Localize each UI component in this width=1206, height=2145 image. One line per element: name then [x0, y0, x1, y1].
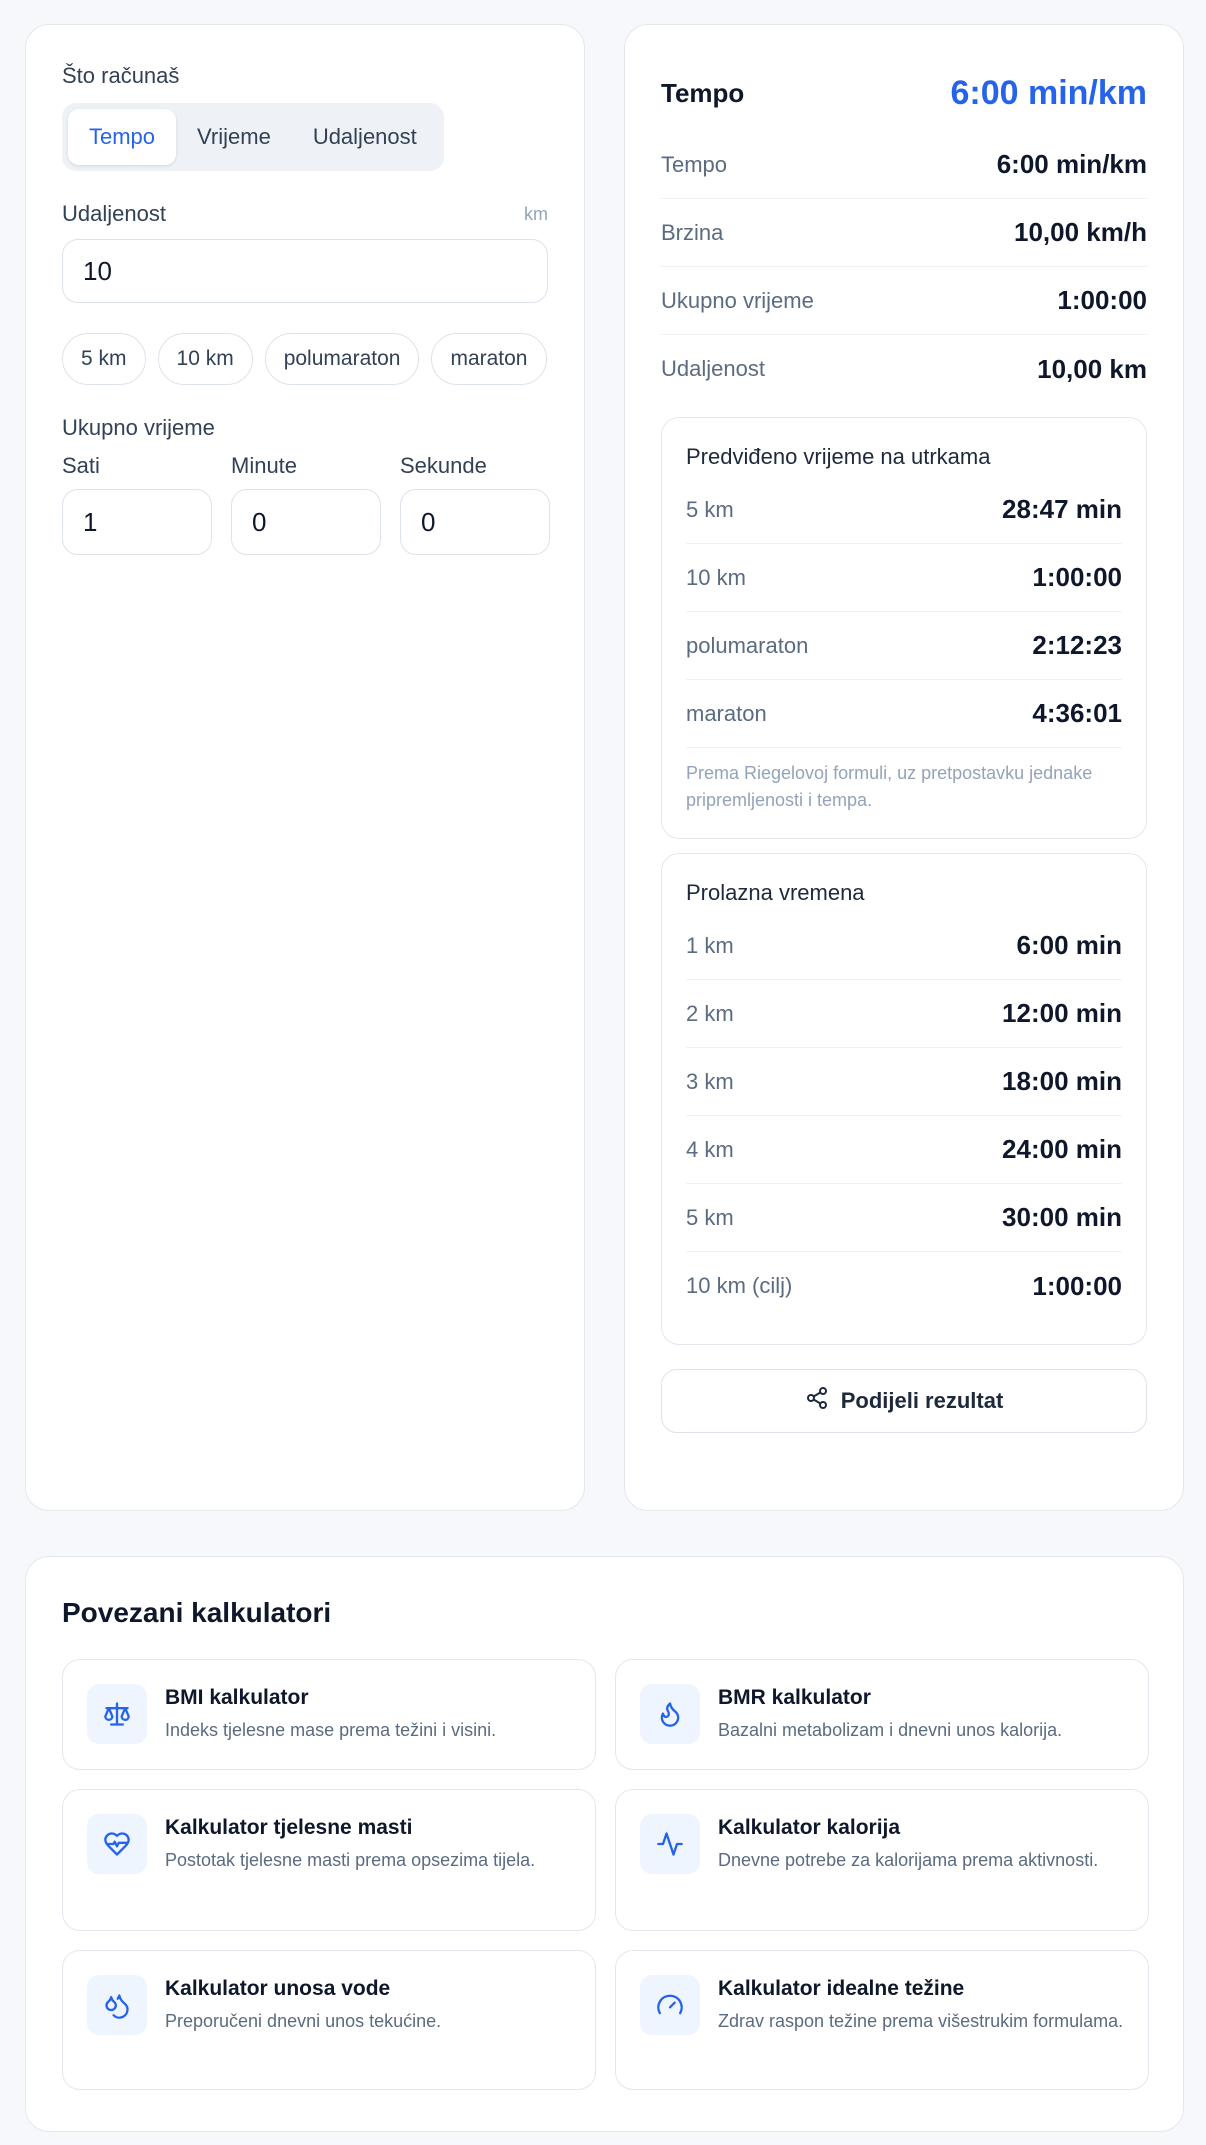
hours-group: [62, 453, 212, 555]
split-value: 6:00 min: [1016, 930, 1122, 960]
stat-label: Brzina: [661, 219, 724, 245]
split-label: 5 km: [686, 1204, 734, 1230]
seconds-group: [400, 453, 550, 555]
heart-pulse-icon: [87, 1814, 147, 1874]
split-row: [686, 1252, 1122, 1320]
prediction-label: 5 km: [686, 496, 734, 522]
tab-vrijeme[interactable]: Vrijeme: [197, 124, 271, 149]
related-desc: Indeks tjelesne mase prema težini i visini.: [165, 1720, 497, 1740]
related-card-water[interactable]: [62, 1950, 596, 2090]
predictions-title: Predviđeno vrijeme na utrkama: [686, 444, 991, 469]
input-panel: [25, 24, 585, 1511]
result-header: [661, 67, 1147, 119]
hours-label: Sati: [62, 453, 100, 478]
related-desc: Zdrav raspon težine prema višestrukim formulama.: [718, 2011, 1124, 2031]
related-desc: Bazalni metabolizam i dnevni unos kalorija.: [718, 1720, 1063, 1740]
share-label: Podijeli rezultat: [840, 1388, 1004, 1413]
stat-row: [661, 335, 1147, 403]
related-card-ideal-weight[interactable]: [615, 1950, 1149, 2090]
preset-half-marathon-chip[interactable]: polumaraton: [265, 333, 420, 385]
related-grid: [62, 1659, 1147, 2090]
related-card-text: [718, 1684, 1062, 1745]
split-value: 24:00 min: [1002, 1134, 1122, 1164]
distance-presets: [62, 333, 572, 385]
race-predictions-card: [661, 417, 1147, 839]
calc-mode-label: Što računaš: [62, 63, 180, 88]
total-time-label: Ukupno vrijeme: [62, 415, 215, 440]
related-calculators: [25, 1556, 1184, 2132]
distance-input[interactable]: [62, 239, 548, 303]
related-desc: Postotak tjelesne masti prema opsezima tijela.: [165, 1850, 536, 1870]
related-card-body-fat[interactable]: [62, 1789, 596, 1931]
split-row: [686, 912, 1122, 980]
related-card-text: [165, 1684, 496, 1745]
stat-value: 10,00 km: [1037, 353, 1147, 384]
related-name: BMI kalkulator: [165, 1686, 309, 1709]
share-icon: [805, 1386, 829, 1416]
split-label: 3 km: [686, 1068, 734, 1094]
predictions-note: Prema Riegelovoj formuli, uz pretpostavku jednake pripremljenosti i tempa.: [686, 763, 1093, 810]
seconds-input[interactable]: [400, 489, 550, 555]
split-row: [686, 1116, 1122, 1184]
related-name: BMR kalkulator: [718, 1686, 871, 1709]
splits-title: Prolazna vremena: [686, 880, 865, 905]
result-panel: [624, 24, 1184, 1511]
stat-row: [661, 267, 1147, 335]
prediction-label: polumaraton: [686, 632, 809, 658]
distance-label-row: [62, 201, 548, 227]
preset-10km-chip[interactable]: 10 km: [158, 333, 253, 385]
stat-value: 1:00:00: [1057, 285, 1147, 315]
preset-marathon-chip[interactable]: maraton: [431, 333, 546, 385]
result-stats: [661, 131, 1147, 403]
scale-icon: [87, 1684, 147, 1744]
prediction-value: 28:47 min: [1002, 494, 1122, 524]
prediction-label: 10 km: [686, 564, 746, 590]
split-label: 4 km: [686, 1136, 734, 1162]
prediction-row: [686, 612, 1122, 680]
related-name: Kalkulator unosa vode: [165, 1977, 391, 2000]
time-inputs: [62, 453, 548, 555]
prediction-label: maraton: [686, 700, 767, 726]
stat-row: [661, 131, 1147, 199]
stat-label: Udaljenost: [661, 356, 765, 381]
split-row: [686, 980, 1122, 1048]
split-value: 12:00 min: [1002, 998, 1122, 1028]
related-card-bmi[interactable]: [62, 1659, 596, 1770]
related-card-bmr[interactable]: [615, 1659, 1149, 1770]
prediction-value: 1:00:00: [1032, 562, 1122, 592]
split-label: 10 km (cilj): [686, 1273, 793, 1298]
related-title: Povezani kalkulatori: [62, 1597, 332, 1628]
share-result-button[interactable]: [661, 1369, 1147, 1433]
related-card-calories[interactable]: [615, 1789, 1149, 1931]
minutes-input[interactable]: [231, 489, 381, 555]
tab-tempo[interactable]: Tempo: [68, 109, 176, 165]
related-name: Kalkulator kalorija: [718, 1816, 901, 1839]
prediction-row: [686, 544, 1122, 612]
preset-5km-chip[interactable]: 5 km: [62, 333, 146, 385]
related-card-text: [718, 1975, 1123, 2065]
prediction-value: 2:12:23: [1032, 630, 1122, 660]
flame-icon: [640, 1684, 700, 1744]
result-value: 6:00 min/km: [950, 73, 1147, 112]
minutes-label: Minute: [231, 453, 298, 478]
split-value: 30:00 min: [1002, 1202, 1122, 1232]
stat-value: 10,00 km/h: [1014, 217, 1147, 247]
prediction-row: [686, 680, 1122, 748]
stat-row: [661, 199, 1147, 267]
hours-input[interactable]: [62, 489, 212, 555]
prediction-value: 4:36:01: [1032, 698, 1122, 728]
split-row: [686, 1048, 1122, 1116]
gauge-icon: [640, 1975, 700, 2035]
related-desc: Dnevne potrebe za kalorijama prema aktivnosti.: [718, 1850, 1099, 1870]
splits-card: [661, 853, 1147, 1345]
related-name: Kalkulator tjelesne masti: [165, 1816, 413, 1839]
split-label: 2 km: [686, 1000, 734, 1026]
stat-label: Ukupno vrijeme: [661, 287, 814, 313]
seconds-label: Sekunde: [400, 453, 487, 478]
related-desc: Preporučeni dnevni unos tekućine.: [165, 2011, 442, 2031]
calc-mode-segmented-control: [62, 103, 444, 171]
tab-udaljenost[interactable]: Udaljenost: [312, 124, 417, 149]
stat-label: Tempo: [661, 151, 728, 177]
result-title: Tempo: [661, 77, 745, 108]
split-value: 18:00 min: [1002, 1066, 1122, 1096]
minutes-group: [231, 453, 381, 555]
related-card-text: [718, 1814, 1098, 1906]
prediction-row: [686, 476, 1122, 544]
activity-icon: [640, 1814, 700, 1874]
split-value: 1:00:00: [1032, 1270, 1122, 1301]
stat-value: 6:00 min/km: [996, 149, 1147, 179]
split-label: 1 km: [686, 932, 734, 958]
related-card-text: [165, 1975, 441, 2065]
droplets-icon: [87, 1975, 147, 2035]
distance-unit: km: [524, 203, 548, 224]
related-name: Kalkulator idealne težine: [718, 1977, 965, 2000]
related-card-text: [165, 1814, 535, 1906]
distance-label: Udaljenost: [62, 201, 166, 226]
split-row: [686, 1184, 1122, 1252]
